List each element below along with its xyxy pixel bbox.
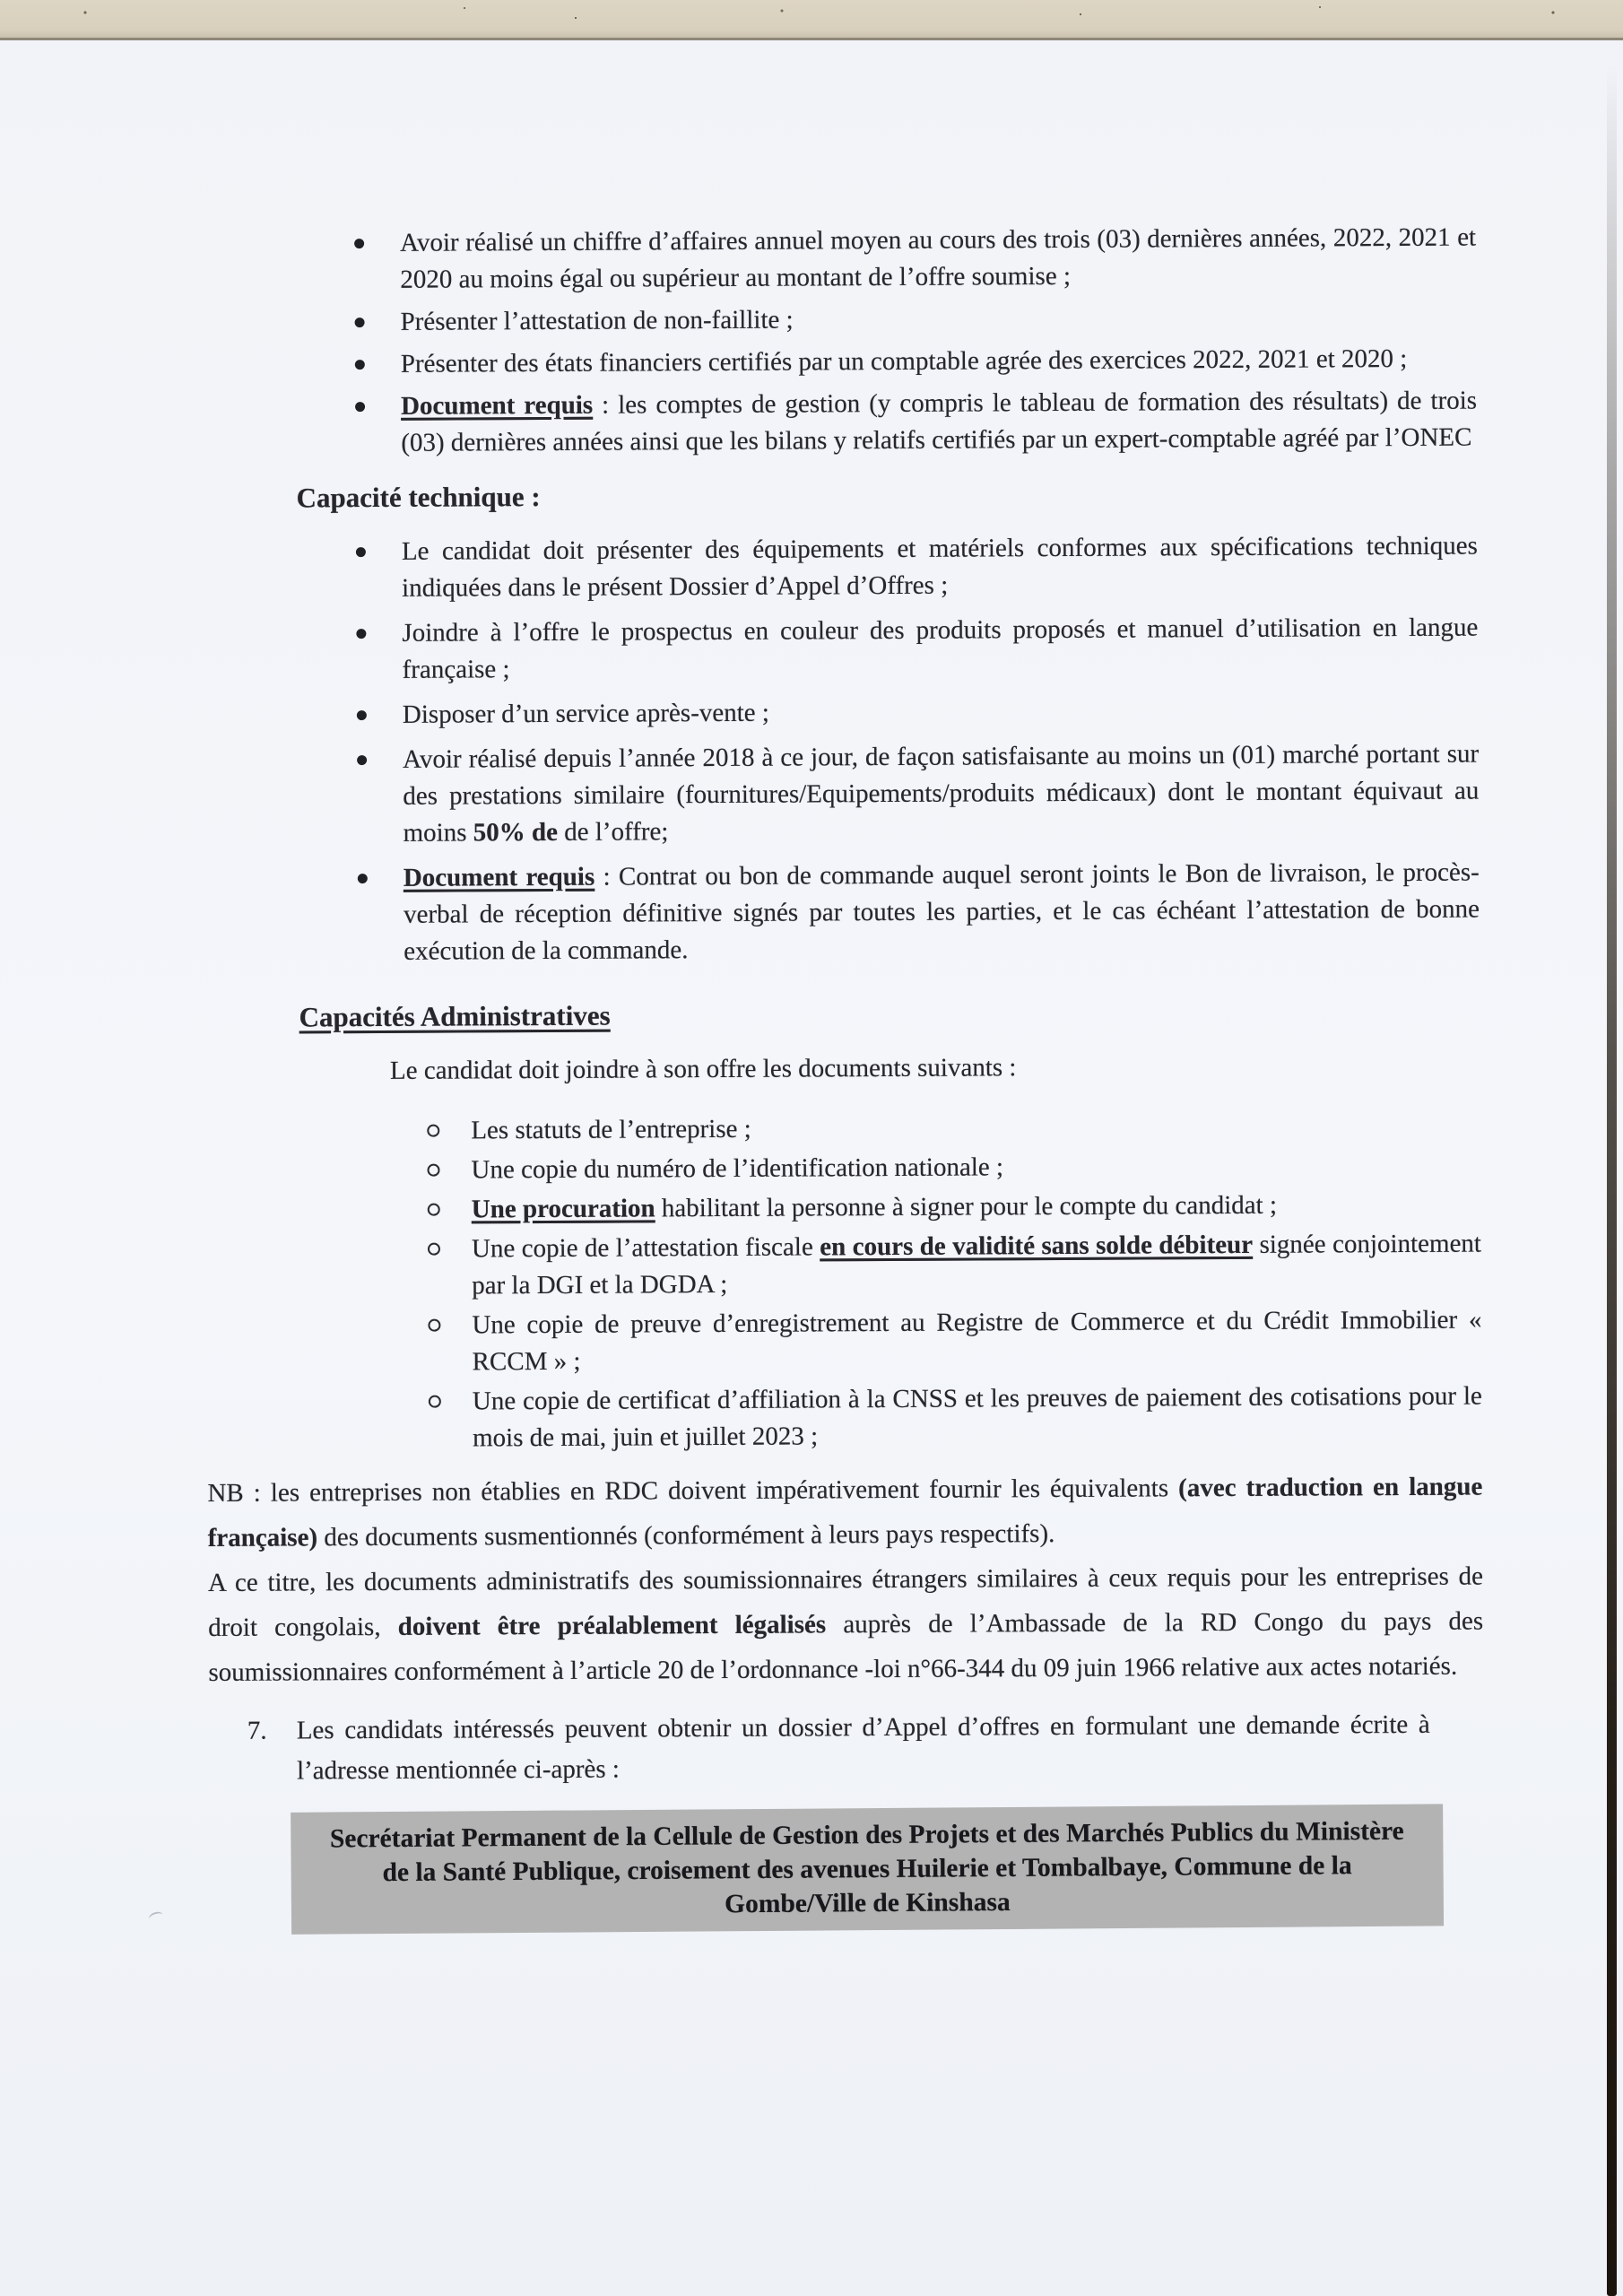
address-highlight-box: Secrétariat Permanent de la Cellule de Gestion des Projets et des Marchés Publics du Ministère de la Santé Publique, croisement des avenues Huilerie et Tombalbaye, Commune de la Gombe/Ville de Kinshasa <box>291 1804 1444 1934</box>
nb-paragraph-2: A ce titre, les documents administratifs des soumissionnaires étrangers similaires à ceux requis pour les entreprises de droit congolais, doivent être préalablement légalisés auprès de l’Ambassade de la RD Congo du pays des soumissionnaires conformément à l’article 20 de l’ordonnance -loi n°66-344 du 09 juin 1966 relative aux actes notariés. <box>207 1561 1484 1687</box>
list-item-text: Une copie de certificat d’affiliation à la CNSS et les preuves de paiement des cotisations pour le mois de mai, juin et juillet 2023 ; <box>472 1381 1482 1453</box>
list-item-text: Une copie de preuve d’enregistrement au Registre de Commerce et du Crédit Immobilier « RCCM » ; <box>472 1305 1482 1377</box>
nb-paragraph-1: NB : les entreprises non établies en RDC doivent impérativement fournir les équivalents (avec traduction en langue française) des documents susmentionnés (conformément à leurs pays respectifs). <box>207 1472 1483 1552</box>
circle-bullet-icon <box>428 1204 440 1216</box>
item-text: Les candidats intéressés peuvent obtenir un dossier d’Appel d’offres en formulant une demande écrite à l’adresse mentionnée ci-après : <box>296 1709 1430 1786</box>
list-item <box>206 1187 1481 1230</box>
circle-bullet-icon <box>427 1125 439 1137</box>
bullet-icon <box>355 360 365 370</box>
circle-bullet-icon <box>428 1319 440 1332</box>
list-item <box>206 1302 1481 1382</box>
list-item <box>201 220 1476 300</box>
nb-note <box>207 1465 1483 1695</box>
list-item <box>204 736 1480 853</box>
list-item <box>207 1378 1482 1458</box>
list-item-text: Avoir réalisé depuis l’année 2018 à ce jour, de façon satisfaisante au moins un (01) marché portant sur des prestations similaire (fournitures/Equipements/produits médicaux) dont le montant équivaut au moins 50% de de l’offre; <box>403 739 1480 848</box>
circle-bullet-icon <box>428 1243 440 1256</box>
list-item <box>201 299 1476 342</box>
pencil-mark <box>148 1910 165 1924</box>
list-item <box>202 341 1477 384</box>
list-item-text: Présenter des états financiers certifiés par un comptable agrée des exercices 2022, 2021 et 2020 ; <box>400 344 1408 378</box>
list-item-text: Document requis : les comptes de gestion (y compris le tableau de formation des résultats) de trois (03) dernières années ainsi que les bilans y relatifs certifiés par un expert-comptable agréé par l’ONEC <box>400 386 1478 457</box>
list-item <box>205 1108 1480 1151</box>
list-item <box>203 610 1478 690</box>
bullet-icon <box>354 239 364 248</box>
list-item-text: Une copie du numéro de l’identification nationale ; <box>471 1152 1004 1185</box>
list-item-text: Avoir réalisé un chiffre d’affaires annuel moyen au cours des trois (03) dernières années, 2022, 2021 et 2020 au moins égal ou supérieur au montant de l’offre soumise ; <box>400 222 1477 294</box>
administrative-documents-list <box>205 1108 1482 1458</box>
bullet-icon <box>356 547 366 557</box>
bullet-icon <box>355 317 365 327</box>
list-item-text: Disposer d’un service après-vente ; <box>402 698 770 729</box>
list-item-text: Le candidat doit présenter des équipements et matériels conformes aux spécifications techniques indiquées dans le présent Dossier d’Appel d’Offres ; <box>401 531 1478 603</box>
bullet-icon <box>357 755 367 765</box>
bullet-icon <box>355 402 365 412</box>
circle-bullet-icon <box>429 1396 441 1408</box>
list-item <box>202 383 1477 463</box>
scanned-page-content <box>201 220 1485 1934</box>
list-item-text: Présenter l’attestation de non-faillite ; <box>400 305 794 336</box>
list-item-text: Une procuration habilitant la personne à signer pour le compte du candidat ; <box>471 1190 1278 1224</box>
list-item <box>204 855 1480 971</box>
circle-bullet-icon <box>427 1164 439 1177</box>
list-item-text: Une copie de l’attestation fiscale en cours de validité sans solde débiteur signée conjointement par la DGI et la DGDA ; <box>471 1229 1482 1300</box>
bullet-icon <box>356 629 366 639</box>
administrative-capacities-heading <box>299 994 1480 1036</box>
financial-requirements-list <box>201 220 1477 463</box>
technical-capacity-heading <box>296 474 1477 517</box>
technical-capacity-list <box>203 528 1480 971</box>
list-item <box>205 1147 1480 1190</box>
list-item <box>206 1226 1481 1306</box>
list-item-text: Document requis : Contrat ou bon de commande auquel seront joints le Bon de livraison, le procès-verbal de réception définitive signés par toutes les parties, et le cas échéant l’attestation de bonne exécution de la commande. <box>403 857 1480 966</box>
list-item-text: Joindre à l’offre le prospectus en couleur des produits proposés et manuel d’utilisation en langue française ; <box>402 613 1479 684</box>
bullet-icon <box>357 710 367 720</box>
heading-text: Capacités Administratives <box>299 999 611 1033</box>
bullet-icon <box>358 874 368 883</box>
list-item <box>203 528 1478 608</box>
numbered-item-7 <box>209 1705 1484 1792</box>
administrative-intro: Le candidat doit joindre à son offre les documents suivants : <box>389 1053 1017 1085</box>
scan-shadow-right <box>1607 63 1617 2296</box>
item-number: 7. <box>247 1716 267 1745</box>
list-item-text: Les statuts de l’entreprise ; <box>471 1114 751 1145</box>
list-item <box>204 691 1479 735</box>
scanner-edge-strip <box>0 0 1623 40</box>
heading-text: Capacité technique : <box>296 481 541 514</box>
